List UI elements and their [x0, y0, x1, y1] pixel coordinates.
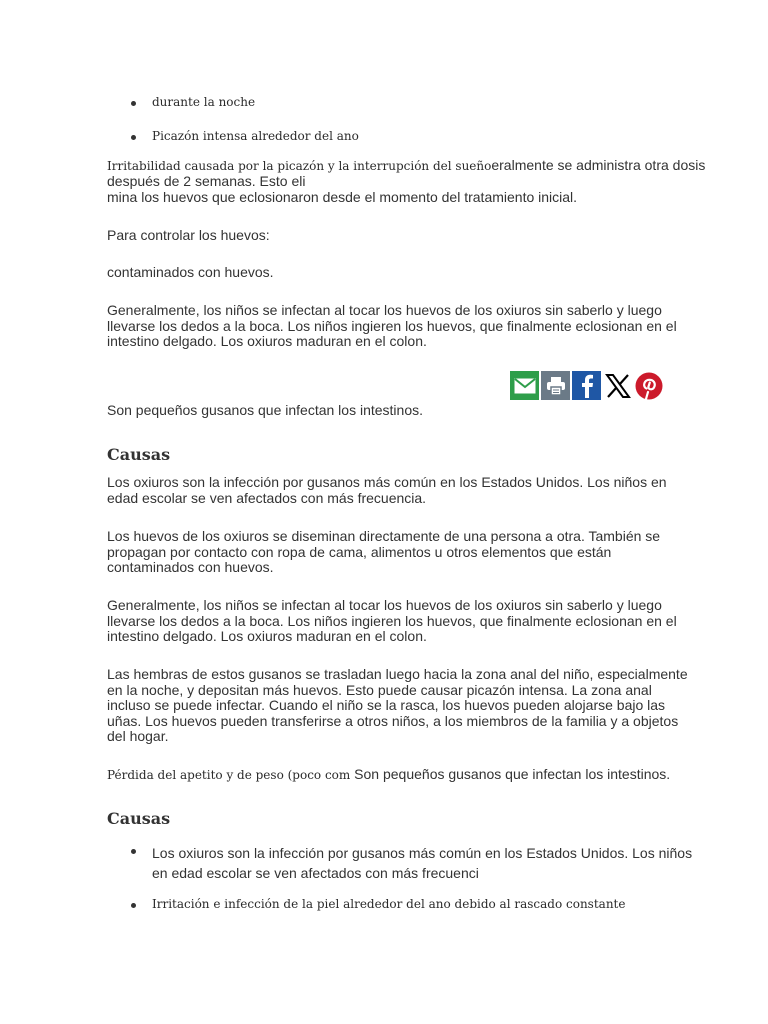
serif-text: Irritabilidad causada por la picazón y la interrupción del sueño	[107, 159, 492, 173]
paragraph	[107, 474, 667, 506]
list-item: Picazón intensa alrededor del ano	[152, 129, 359, 143]
list-item: durante la noche	[152, 95, 256, 109]
paragraph: Para controlar los huevos:	[107, 227, 270, 243]
paragraph: contaminados con huevos.	[107, 264, 274, 280]
list-item	[152, 843, 693, 883]
text-line: uñas. Los huevos pueden transferirse a otros niños, a los miembros de la familia y a objetos	[107, 712, 679, 729]
share-bar	[510, 371, 663, 401]
text-line: mina los huevos que eclosionaron desde el momento del tratamiento inicial.	[107, 188, 578, 205]
text-line: Generalmente, los niños se infectan al tocar los huevos de los oxiuros sin saberlo y luego	[107, 597, 662, 613]
text-line: intestino delgado. Los oxiuros maduran en el colon.	[107, 628, 427, 644]
text-line: Los oxiuros son la infección por gusanos más común en los Estados Unidos. Los niños	[152, 845, 693, 861]
paragraph	[107, 157, 706, 205]
text-line: llevarse los dedos a la boca. Los niños ingieren los huevos, que finalmente eclosionan en el	[107, 317, 677, 334]
paragraph	[107, 666, 688, 745]
x-icon[interactable]	[603, 371, 632, 400]
email-icon[interactable]	[510, 371, 539, 400]
section-heading: Causas	[107, 809, 171, 828]
text-line: edad escolar se ven afectados con más frecuencia.	[107, 489, 427, 506]
sans-text: Son pequeños gusanos que infectan los intestinos.	[350, 766, 671, 782]
text-line: Los oxiuros son la infección por gusanos más común en los Estados Unidos. Los niños en	[107, 474, 667, 490]
text-line: contaminados con huevos.	[107, 559, 274, 575]
bullet	[131, 101, 136, 106]
paragraph: Son pequeños gusanos que infectan los intestinos.	[107, 402, 424, 418]
text-line: propagan por contacto con ropa de cama, alimentos u otros elementos que están	[107, 543, 612, 560]
paragraph	[107, 528, 661, 576]
print-icon[interactable]	[541, 371, 570, 400]
text-line: después de 2 semanas. Esto eli	[107, 173, 306, 189]
facebook-icon[interactable]	[572, 371, 601, 400]
text-line: Los huevos de los oxiuros se diseminan directamente de una persona a otra. También se	[107, 528, 661, 544]
text-line: llevarse los dedos a la boca. Los niños ingieren los huevos, que finalmente eclosionan en el	[107, 612, 677, 629]
paragraph	[107, 766, 671, 784]
list-item: Irritación e infección de la piel alrededor del ano debido al rascado constante	[152, 897, 626, 911]
serif-text: Pérdida del apetito y de peso (poco com	[107, 768, 351, 782]
text-line: del hogar.	[107, 728, 169, 744]
sans-text: eralmente se administra otra dosis	[491, 157, 706, 173]
text-line: Las hembras de estos gusanos se trasladan luego hacia la zona anal del niño, especialmente	[107, 666, 688, 682]
bullet	[131, 903, 136, 908]
bullet	[131, 849, 136, 854]
text-line: intestino delgado. Los oxiuros maduran en el colon.	[107, 333, 427, 349]
pinterest-icon[interactable]	[634, 371, 663, 400]
text-line: Generalmente, los niños se infectan al tocar los huevos de los oxiuros sin saberlo y luego	[107, 302, 662, 318]
section-heading: Causas	[107, 445, 171, 464]
paragraph	[107, 302, 677, 350]
text-line: incluso se puede infectar. Cuando el niño se la rasca, los huevos pueden alojarse bajo las	[107, 697, 666, 713]
paragraph	[107, 597, 677, 645]
text-line: en edad escolar se ven afectados con más frecuenci	[152, 865, 479, 881]
text-line: en la noche, y depositan más huevos. Esto puede causar picazón intensa. La zona anal	[107, 681, 652, 698]
bullet	[131, 135, 136, 140]
